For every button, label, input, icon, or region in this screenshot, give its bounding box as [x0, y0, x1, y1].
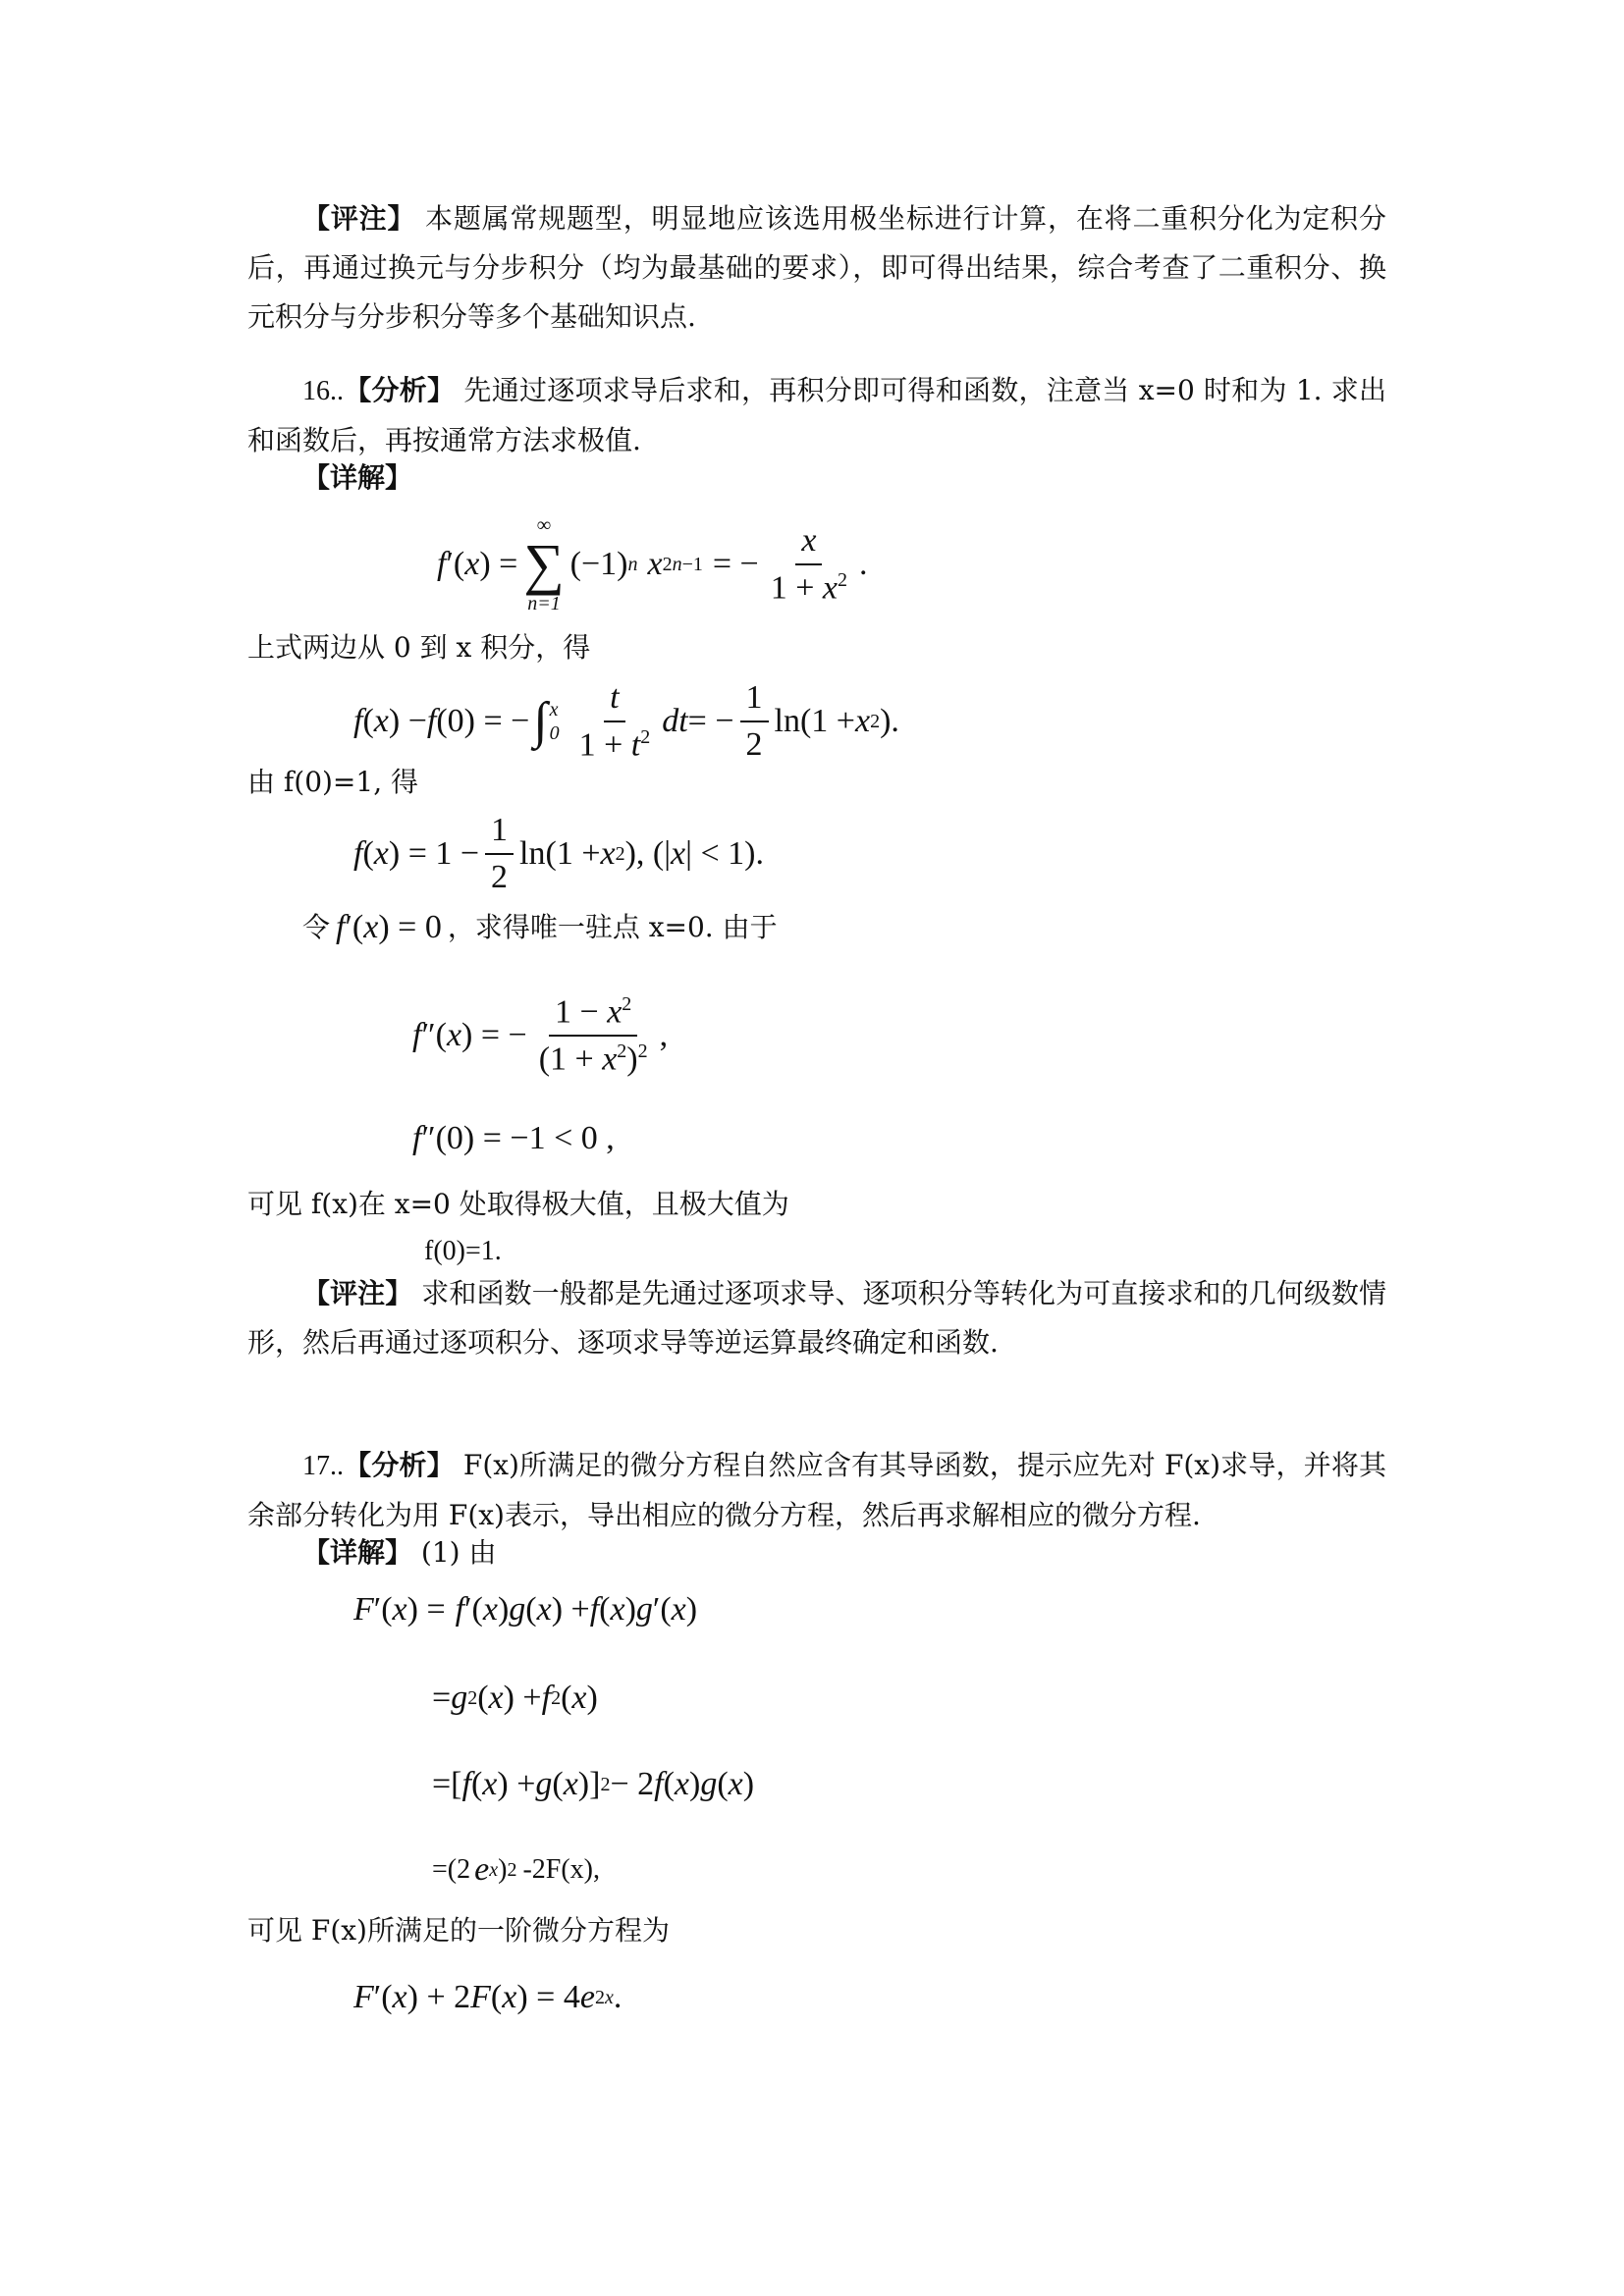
q16-analysis-paragraph: [247, 366, 1386, 465]
comment-text: 本题属常规题型，明显地应该选用极坐标进行计算，在将二重积分化为定积分后，再通过换元与分步积分（均为最基础的要求），即可得出结果，综合考查了二重积分、换元积分与分步积分等多个基础知识点.: [247, 202, 1386, 333]
equation-second-derivative-at-zero: f ″(0) = −1 < 0 ,: [412, 1120, 615, 1156]
equation-sum-function: f ( x ) = 1 − $\frac{1}{2}$ ln(1 + x 2 ), (| x | < 1).: [353, 812, 764, 895]
q16-analysis-text: 先通过逐项求导后求和，再积分即可得和函数，注意当 x=0 时和为 1. 求出和函数后，再按通常方法求极值.: [247, 374, 1386, 456]
q16-stationary-prefix: 令: [302, 911, 331, 943]
q16-analysis-tag: 【分析】: [344, 374, 456, 406]
equation-step-squares: = g 2 ( x ) + f 2 ( x ): [432, 1680, 598, 1716]
q16-stationary-suffix: ，求得唯一驻点 x=0. 由于: [447, 911, 778, 943]
q17-detail-line: [302, 1528, 496, 1577]
q16-max-value: f(0)=1.: [424, 1236, 502, 1266]
equation-differential: F ′( x ) + 2 F ( x ) = 4 e 2x .: [353, 1979, 623, 2015]
q16-f0-line: 由 f(0)=1, 得: [247, 766, 419, 798]
equation-stationary: f ′( x ) = 0: [336, 909, 442, 945]
q16-comment-tag: 【评注】: [302, 1277, 413, 1309]
q17-analysis-text: F(x)所满足的微分方程自然应含有其导函数，提示应先对 F(x)求导，并将其余部分转化为用 F(x)表示，导出相应的微分方程，然后再求解相应的微分方程.: [247, 1449, 1386, 1531]
q17-analysis-tag: 【分析】: [344, 1449, 455, 1481]
comment-paragraph: [247, 194, 1386, 342]
q16-stationary-line: [302, 903, 778, 952]
equation-F-derivative: F ′( x ) = f ′( x ) g ( x ) + f ( x ) g ′( x ): [353, 1591, 698, 1628]
equation-step-square-sum: =[ f ( x ) + g ( x )] 2 − 2 f ( x ) g ( x ): [432, 1766, 755, 1802]
q17-detail-tag: 【详解】: [302, 1536, 413, 1569]
q17-number: 17..: [302, 1451, 344, 1481]
equation-second-derivative: f ″( x ) = − $\frac{1 - x^2}{(1 + x^2)^2}$ ,: [412, 992, 669, 1078]
equation-step-exponential: =(2 e x ) 2 -2F(x),: [432, 1851, 600, 1888]
q17-conclusion-line: 可见 F(x)所满足的一阶微分方程为: [247, 1914, 670, 1947]
q16-number: 16..: [302, 376, 344, 406]
q17-detail-text: (1) 由: [412, 1536, 497, 1569]
q16-detail-tag: 【详解】: [302, 461, 413, 494]
q16-integrate-line: 上式两边从 0 到 x 积分，得: [247, 631, 591, 664]
q16-conclusion-line: 可见 f(x)在 x=0 处取得极大值，且极大值为: [247, 1188, 789, 1220]
q16-comment-paragraph: [247, 1269, 1386, 1367]
comment-tag: 【评注】: [302, 202, 416, 235]
equation-integral: f ( x ) − f (0) = − ∫ x 0 $\frac{t}{1 + t^2}$ dt = − $\frac{1}{2}$ ln(1 + x 2 ).: [353, 678, 899, 764]
q17-analysis-paragraph: [247, 1441, 1386, 1540]
q16-comment-text: 求和函数一般都是先通过逐项求导、逐项积分等转化为可直接求和的几何级数情形，然后再通过逐项积分、逐项求导等逆运算最终确定和函数.: [247, 1277, 1386, 1359]
equation-derivative-series: f ′( x ) = ∞ ∑ n=1 (−1) n x 2n−1 = − $\frac{x}{1 + x^2}$ .: [437, 514, 868, 614]
